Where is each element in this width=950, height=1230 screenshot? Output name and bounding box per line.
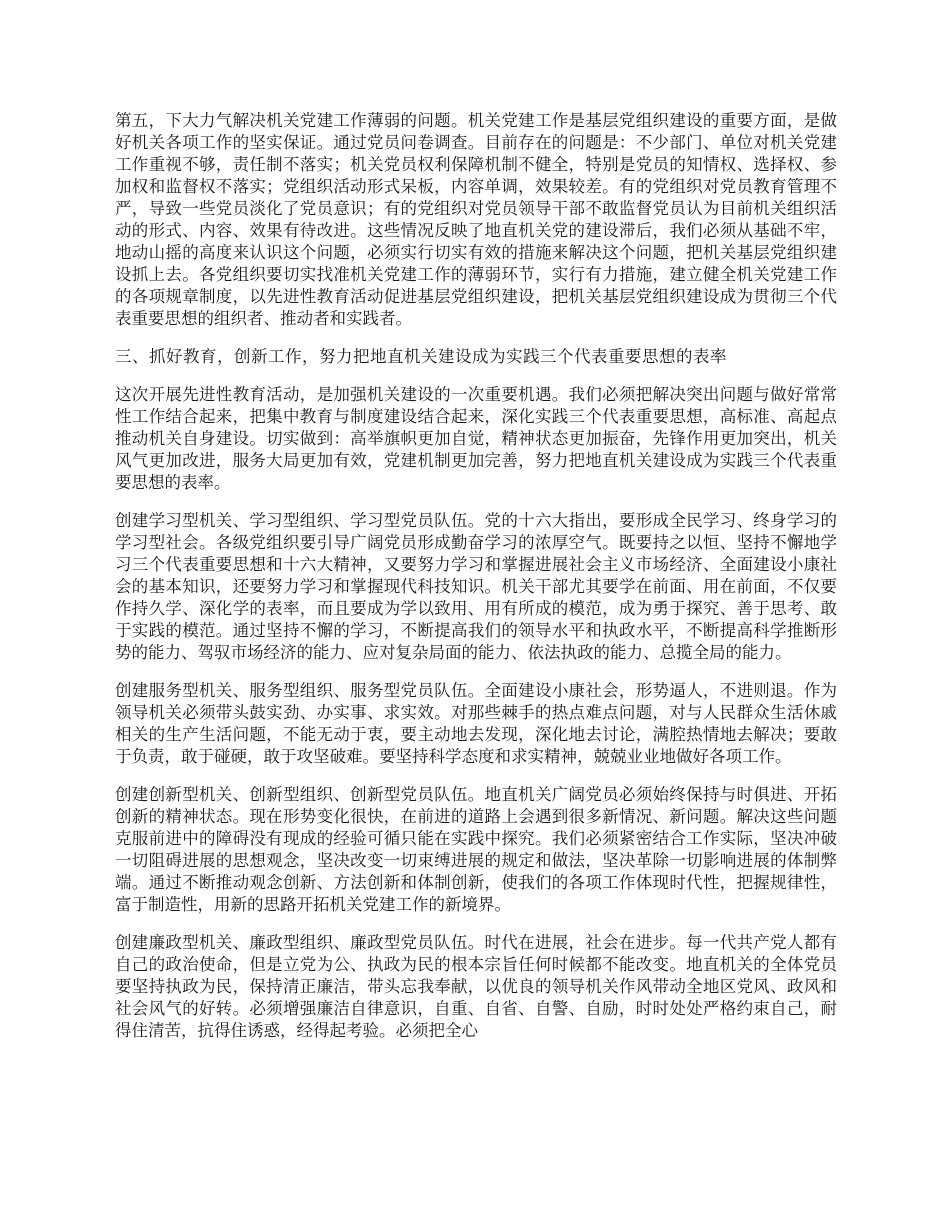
document-page — [115, 110, 837, 1058]
paragraph-learning-organization: 创建学习型机关、学习型组织、学习型党员队伍。党的十六大指出，要形成全民学习、终身学习的学习型社会。各级党组织要引导广阔党员形成勤奋学习的浓厚空气。既要持之以恒、坚持不懈地学习三个代表重要思想和十六大精神，又要努力学习和掌握进展社会主义市场经济、全面建设小康社会的基本知识，还要努力学习和掌握现代科技知识。机关干部尤其要学在前面、用在前面，不仅要作持久学、深化学的表率，而且要成为学以致用、用有所成的模范，成为勇于探究、善于思考、敢于实践的模范。通过坚持不懈的学习，不断提高我们的领导水平和执政水平，不断提高科学推断形势的能力、驾驭市场经济的能力、应对复杂局面的能力、依法执政的能力、总揽全局的能力。 — [115, 511, 837, 662]
section-heading-three: 三、抓好教育，创新工作，努力把地直机关建设成为实践三个代表重要思想的表率 — [115, 347, 727, 366]
paragraph-innovation-organization: 创建创新型机关、创新型组织、创新型党员队伍。地直机关广阔党员必须始终保持与时俱进、开拓创新的精神状态。现在形势变化很快，在前进的道路上会遇到很多新情况、新问题。解决这些问题克服前进中的障碍没有现成的经验可循只能在实践中探究。我们必须紧密结合工作实际，坚决冲破一切阻碍进展的思想观念，坚决改变一切束缚进展的规定和做法，坚决革除一切影响进展的体制弊端。通过不断推动观念创新、方法创新和体制创新，使我们的各项工作体现时代性，把握规律性，富于制造性，用新的思路开拓机关党建工作的新境界。 — [115, 785, 837, 914]
paragraph-service-organization: 创建服务型机关、服务型组织、服务型党员队伍。全面建设小康社会，形势逼人，不进则退。作为领导机关必须带头鼓实劲、办实事、求实效。对那些棘手的热点难点问题，对与人民群众生活休戚相关的生产生活问题，不能无动于衷，要主动地去发现，深化地去讨论，满腔热情地去解决；要敢于负责，敢于碰硬，敢于攻坚破难。要坚持科学态度和求实精神，兢兢业业地做好各项工作。 — [115, 681, 837, 766]
paragraph-advanced-education: 这次开展先进性教育活动，是加强机关建设的一次重要机遇。我们必须把解决突出问题与做好常常性工作结合起来，把集中教育与制度建设结合起来，深化实践三个代表重要思想，高标准、高起点推动机关自身建设。切实做到：高举旗帜更加自觉，精神状态更加振奋，先锋作用更加突出，机关风气更加改进，服务大局更加有效，党建机制更加完善，努力把地直机关建设成为实践三个代表重要思想的表率。 — [115, 385, 837, 492]
paragraph-party-building-weakness: 第五，下大力气解决机关党建工作薄弱的问题。机关党建工作是基层党组织建设的重要方面，是做好机关各项工作的坚实保证。通过党员问卷调查。目前存在的问题是：不少部门、单位对机关党建工作重视不够，责任制不落实；机关党员权利保障机制不健全，特别是党员的知情权、选择权、参加权和监督权不落实；党组织活动形式呆板，内容单调，效果较差。有的党组织对党员教育管理不严，导致一些党员淡化了党员意识；有的党组织对党员领导干部不敢监督党员认为目前机关组织活动的形式、内容、效果有待改进。这些情况反映了地直机关党的建设滞后，我们必须从基础不牢，地动山摇的高度来认识这个问题，必须实行切实有效的措施来解决这个问题，把机关基层党组织建设抓上去。各党组织要切实找准机关党建工作的薄弱环节，实行有力措施，建立健全机关党建工作的各项规章制度，以先进性教育活动促进基层党组织建设，把机关基层党组织建设成为贯彻三个代表重要思想的组织者、推动者和实践者。 — [115, 111, 837, 328]
paragraph-clean-government: 创建廉政型机关、廉政型组织、廉政型党员队伍。时代在进展，社会在进步。每一代共产党人都有自己的政治使命，但是立党为公、执政为民的根本宗旨任何时候都不能改变。地直机关的全体党员要坚持执政为民，保持清正廉洁，带头忘我奉献，以优良的领导机关作风带动全地区党风、政风和社会风气的好转。必须增强廉洁自律意识，自重、自省、自警、自励，时时处处严格约束自己，耐得住清苦，抗得住诱惑，经得起考验。必须把全心 — [115, 933, 837, 1040]
